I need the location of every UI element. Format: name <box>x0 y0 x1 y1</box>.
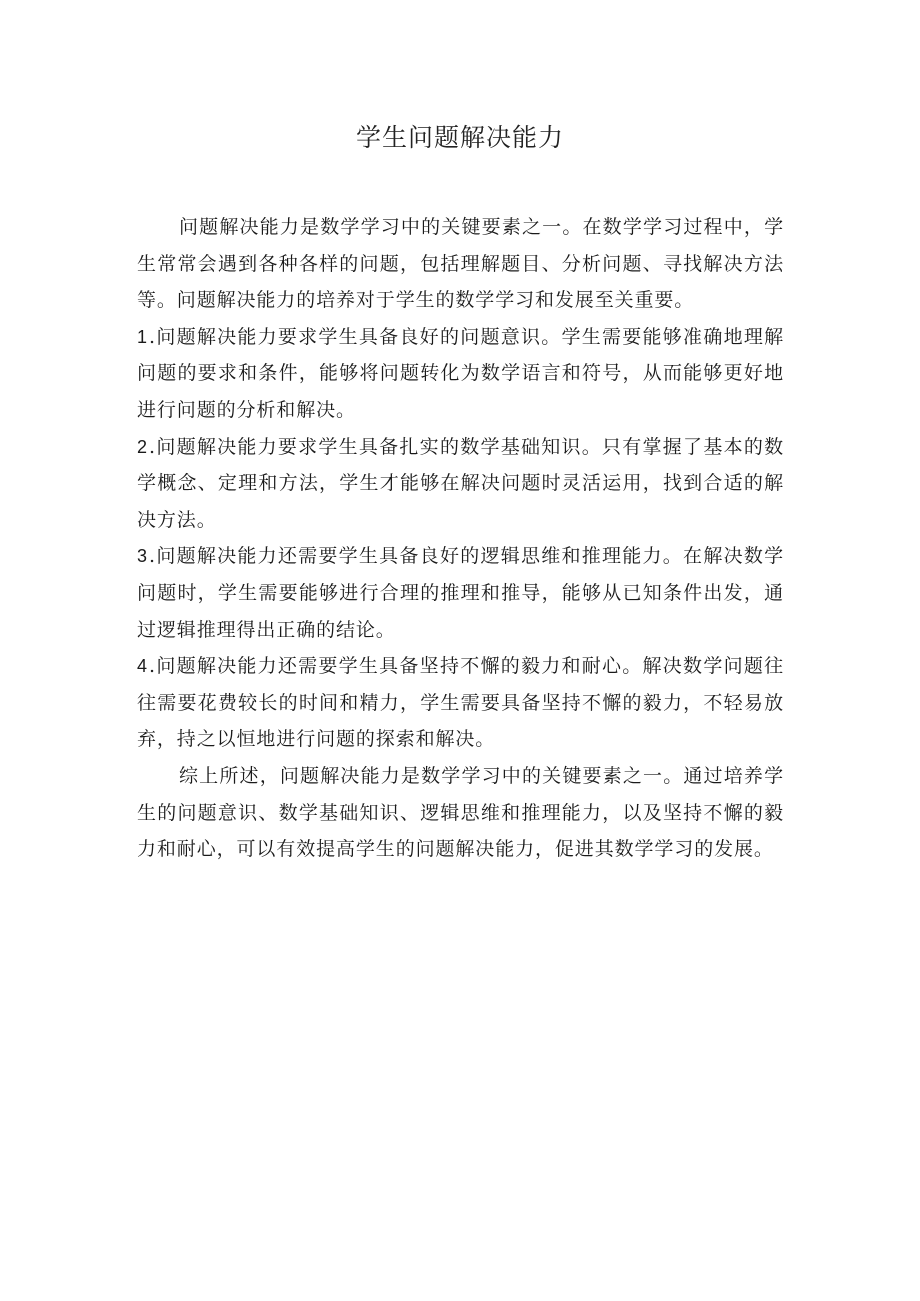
point-text: .问题解决能力还需要学生具备坚持不懈的毅力和耐心。解决数学问题往往需要花费较长的时间和精力，学生需要具备坚持不懈的毅力，不轻易放弃，持之以恒地进行问题的探索和解决。 <box>137 655 784 751</box>
intro-paragraph: 问题解决能力是数学学习中的关键要素之一。在数学学习过程中，学生常常会遇到各种各样的问题，包括理解题目、分析问题、寻找解决方法等。问题解决能力的培养对于学生的数学学习和发展至关重要。 <box>137 216 784 312</box>
point-number: 3 <box>137 546 148 567</box>
point-number: 4 <box>137 656 148 677</box>
point-paragraph-2 <box>137 429 784 539</box>
point-paragraph-1 <box>137 319 784 429</box>
document-body <box>137 209 784 868</box>
point-text: .问题解决能力要求学生具备良好的问题意识。学生需要能够准确地理解问题的要求和条件，能够将问题转化为数学语言和符号，从而能够更好地进行问题的分析和解决。 <box>137 325 784 421</box>
point-number: 2 <box>137 436 148 457</box>
point-paragraph-3 <box>137 538 784 648</box>
point-number: 1 <box>137 326 148 347</box>
point-paragraph-4 <box>137 648 784 758</box>
conclusion-paragraph: 综上所述，问题解决能力是数学学习中的关键要素之一。通过培养学生的问题意识、数学基础知识、逻辑思维和推理能力，以及坚持不懈的毅力和耐心，可以有效提高学生的问题解决能力，促进其数学学习的发展。 <box>137 764 784 861</box>
point-text: .问题解决能力要求学生具备扎实的数学基础知识。只有掌握了基本的数学概念、定理和方法，学生才能够在解决问题时灵活运用，找到合适的解决方法。 <box>137 435 784 531</box>
document-title: 学生问题解决能力 <box>355 123 564 152</box>
point-text: .问题解决能力还需要学生具备良好的逻辑思维和推理能力。在解决数学问题时，学生需要能够进行合理的推理和推导，能够从已知条件出发，通过逻辑推理得出正确的结论。 <box>137 545 784 641</box>
